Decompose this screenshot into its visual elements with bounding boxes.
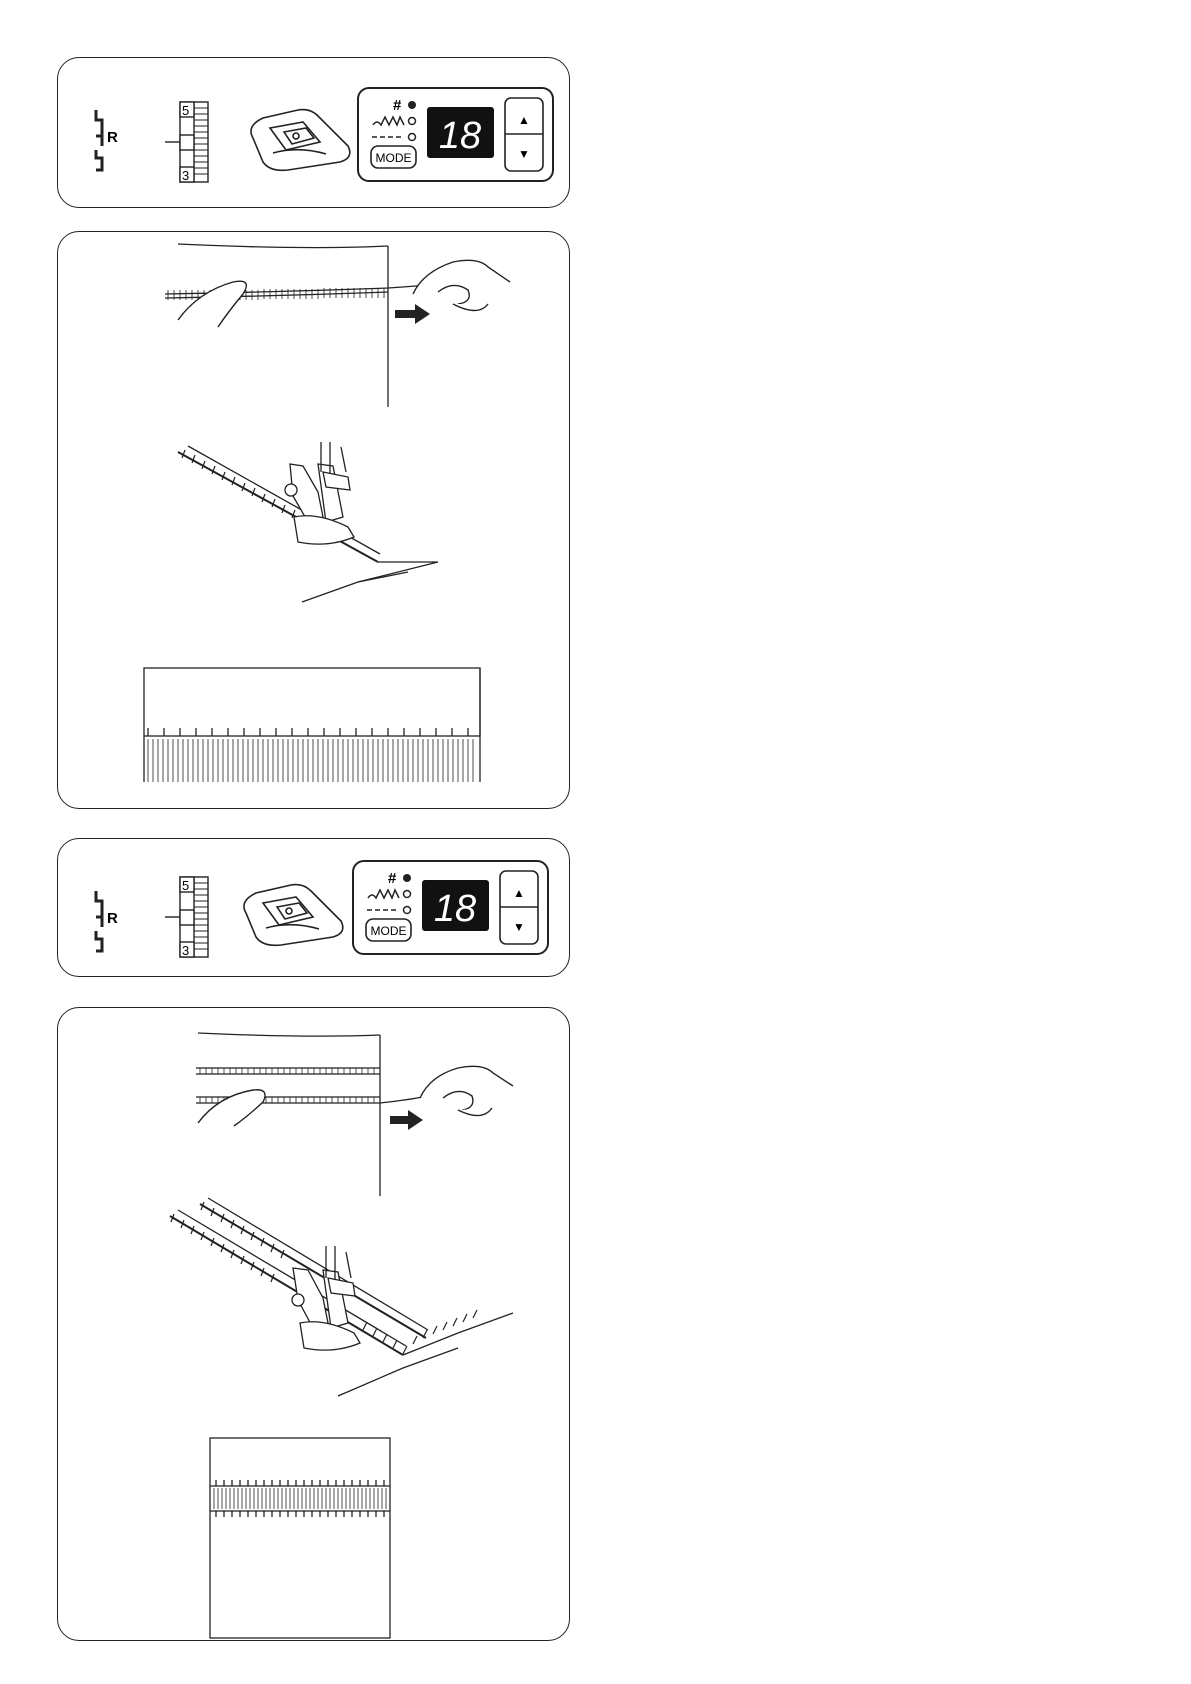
control-display xyxy=(353,861,548,954)
fringe-illustration-1 xyxy=(58,232,571,810)
fringe-illustration-2 xyxy=(58,1008,571,1642)
dial-top-value: 5 xyxy=(182,878,190,893)
pattern-number: 18 xyxy=(438,115,482,157)
dial-bottom-value: 3 xyxy=(182,943,190,958)
mode-indicator-active xyxy=(403,874,411,882)
settings-graphic-1 xyxy=(58,58,571,209)
up-button[interactable]: ▲ xyxy=(513,886,525,900)
arrow-right-icon xyxy=(395,304,430,324)
fabric-pulling-thread xyxy=(165,244,438,407)
illustration-panel-1 xyxy=(57,231,570,809)
presser-foot-icon xyxy=(244,885,343,946)
presser-foot-icon xyxy=(251,110,350,171)
down-button[interactable]: ▼ xyxy=(518,147,530,161)
settings-graphic-2 xyxy=(58,839,571,978)
dial-bottom-value: 3 xyxy=(182,168,190,183)
stitch-symbol-label: R xyxy=(107,910,118,927)
settings-panel-1 xyxy=(57,57,570,208)
control-display xyxy=(358,88,553,181)
mode-indicator-active xyxy=(408,101,416,109)
dial-top-value: 5 xyxy=(182,103,190,118)
mode-button-label: MODE xyxy=(370,924,407,938)
up-button[interactable]: ▲ xyxy=(518,113,530,127)
mode-button-label: MODE xyxy=(375,151,412,165)
fringing-stitch-icon xyxy=(96,110,102,170)
hand-pulling-thread-icon xyxy=(198,1066,513,1126)
sewing-foot-illustration xyxy=(170,1198,513,1396)
down-button[interactable]: ▼ xyxy=(513,920,525,934)
pattern-number: 18 xyxy=(433,888,477,930)
sewing-foot-illustration xyxy=(178,442,438,602)
mode-symbol-straight: # xyxy=(388,870,397,887)
fringe-sample xyxy=(144,668,480,782)
arrow-right-icon xyxy=(390,1110,423,1130)
stitch-symbol-label: R xyxy=(107,129,118,146)
fringing-stitch-icon xyxy=(96,891,102,951)
settings-panel-2 xyxy=(57,838,570,977)
illustration-panel-2 xyxy=(57,1007,570,1641)
mode-symbol-straight: # xyxy=(393,97,402,114)
fringe-sample xyxy=(210,1438,390,1638)
